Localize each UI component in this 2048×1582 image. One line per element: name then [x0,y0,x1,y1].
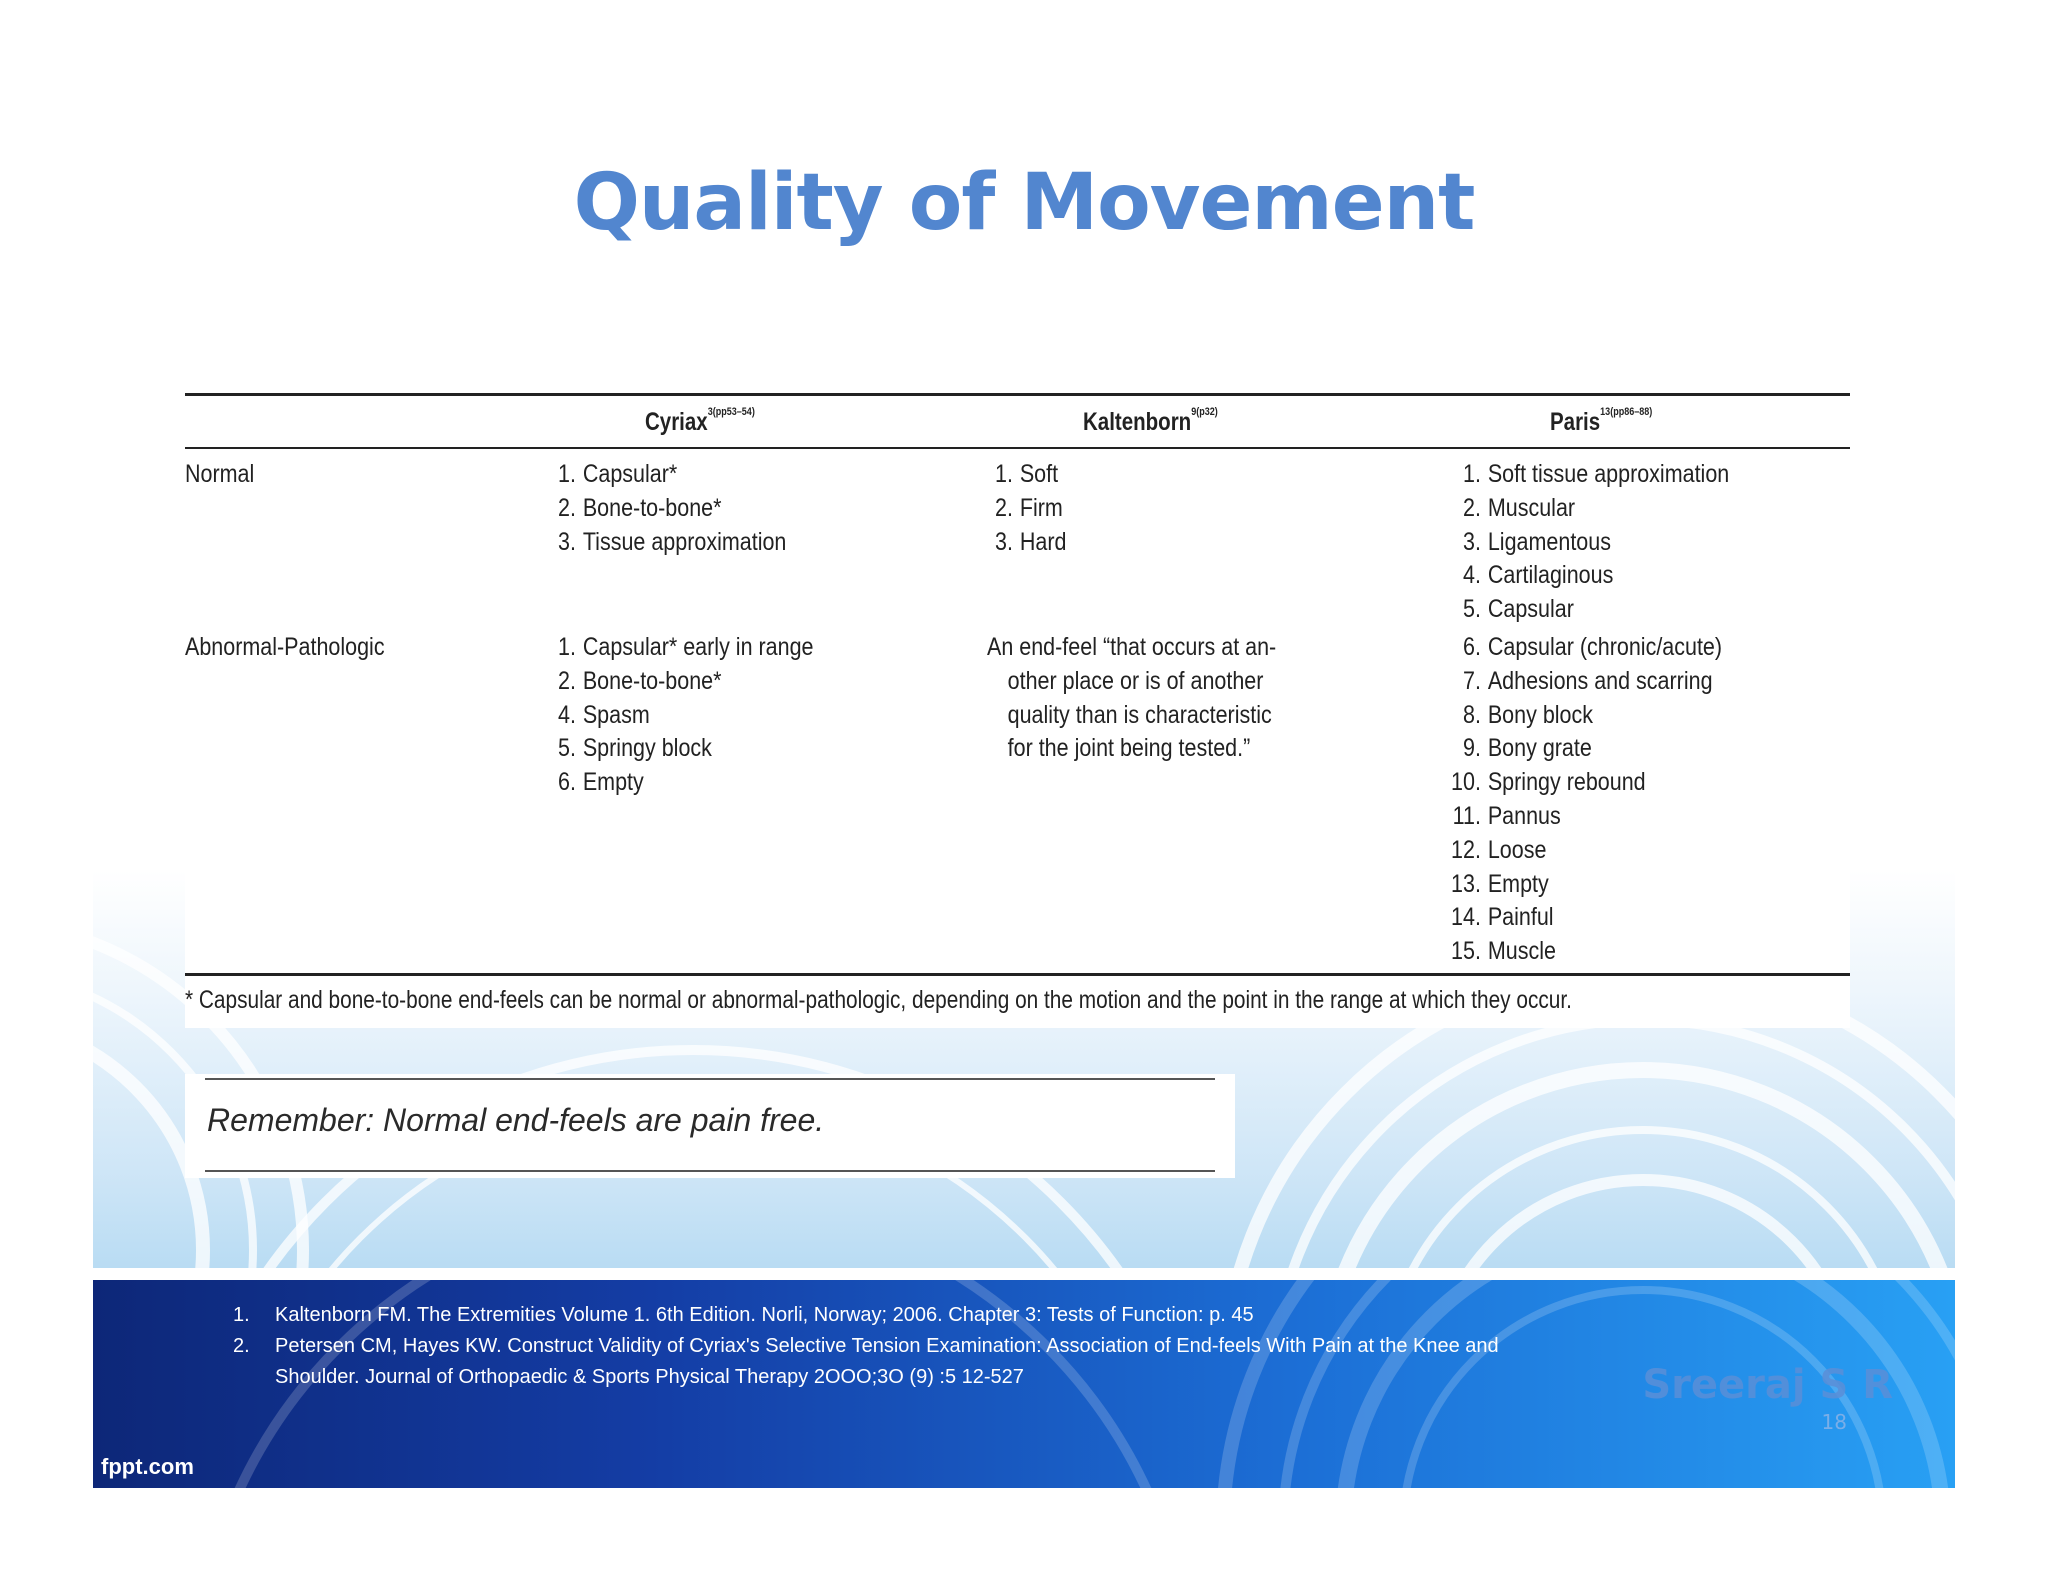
list-item: 2. Muscular [1463,493,1576,522]
column-header-kaltenborn: Kaltenborn$^{9(p32)}$ [1083,406,1218,436]
slide-title: Quality of Movement [573,158,1475,248]
footer-banner [93,1280,1955,1488]
list-item: 2. Bone-to-bone* [558,666,722,695]
normal-cyriax-list [545,458,826,559]
list-item: 1. Capsular* [558,460,678,488]
list-item: 6. Empty [558,768,644,797]
author-name: Sreeraj S R [1642,1362,1893,1408]
list-item: 5. Capsular [1463,595,1574,624]
reference-item: 2. Petersen CM, Hayes KW. Construct Validity of Cyriax's Selective Tension Examination: Association of End-feels With Pain at the Knee and Shoulder. Journal of Orthopaedic & Sports Physical Therapy 2OOO;3O (9) :5 12-527 [233,1335,1499,1388]
abnormal-paris-list [1450,631,1766,969]
page-number: 18 [1821,1410,1847,1434]
table-bottom-rule [185,973,1850,976]
list-item: 8. Bony block [1463,700,1594,729]
column-header-cyriax: Cyriax$^{3(pp53-54)}$ [645,406,755,436]
list-item: 15. Muscle [1451,937,1556,966]
table-top-rule [185,393,1850,396]
remember-top-rule [205,1078,1215,1080]
list-item: 12. Loose [1451,835,1547,864]
list-item: 1. Capsular* early in range [558,633,814,661]
normal-kaltenborn-list [982,458,1080,559]
list-item: 1. Soft tissue approximation [1463,460,1730,488]
list-item: 13. Empty [1451,869,1549,898]
references-list [233,1300,1499,1393]
list-item: 14. Painful [1451,903,1554,932]
list-item: 10. Springy rebound [1451,768,1646,797]
list-item: 2. Bone-to-bone* [558,493,722,522]
list-item: 4. Spasm [558,700,650,729]
remember-bottom-rule [205,1170,1215,1172]
list-item: 9. Bony grate [1463,734,1592,763]
list-item: 1. Soft [995,460,1059,488]
column-header-paris: Paris$^{13(pp86-88)}$ [1550,406,1653,436]
abnormal-cyriax-list [545,631,857,800]
list-item: 3. Hard [995,527,1067,556]
row-label-abnormal-pathologic: Abnormal-Pathologic [185,633,385,661]
remember-box [185,1074,1235,1178]
reference-item: 1. Kaltenborn FM. The Extremities Volume 1. 6th Edition. Norli, Norway; 2006. Chapter 3: Tests of Function: p. 45 [233,1304,1254,1326]
list-item: 5. Springy block [558,734,712,763]
remember-text: Remember: Normal end-feels are pain free. [207,1102,825,1138]
table-footnote: * Capsular and bone-to-bone end-feels can be normal or abnormal-pathologic, depending on the motion and the point in the range at which they occur. [185,986,1572,1014]
list-item: 6. Capsular (chronic/acute) [1463,633,1723,661]
kaltenborn-abnormal-definition: An end-feel “that occurs at an- other place or is of another quality than is characteristic for the joint being tested.” [987,633,1277,763]
normal-paris-list [1450,458,1775,627]
list-item: 11. Pannus [1452,801,1561,830]
list-item: 7. Adhesions and scarring [1463,666,1713,695]
list-item: 4. Cartilaginous [1463,561,1614,590]
table-header-rule [185,447,1850,449]
end-feel-table [185,388,1850,1028]
list-item: 3. Tissue approximation [558,527,787,556]
list-item: 2. Firm [995,493,1063,522]
brand-label: fppt.com [101,1454,194,1479]
row-label-normal: Normal [185,460,255,488]
list-item: 3. Ligamentous [1463,527,1611,556]
